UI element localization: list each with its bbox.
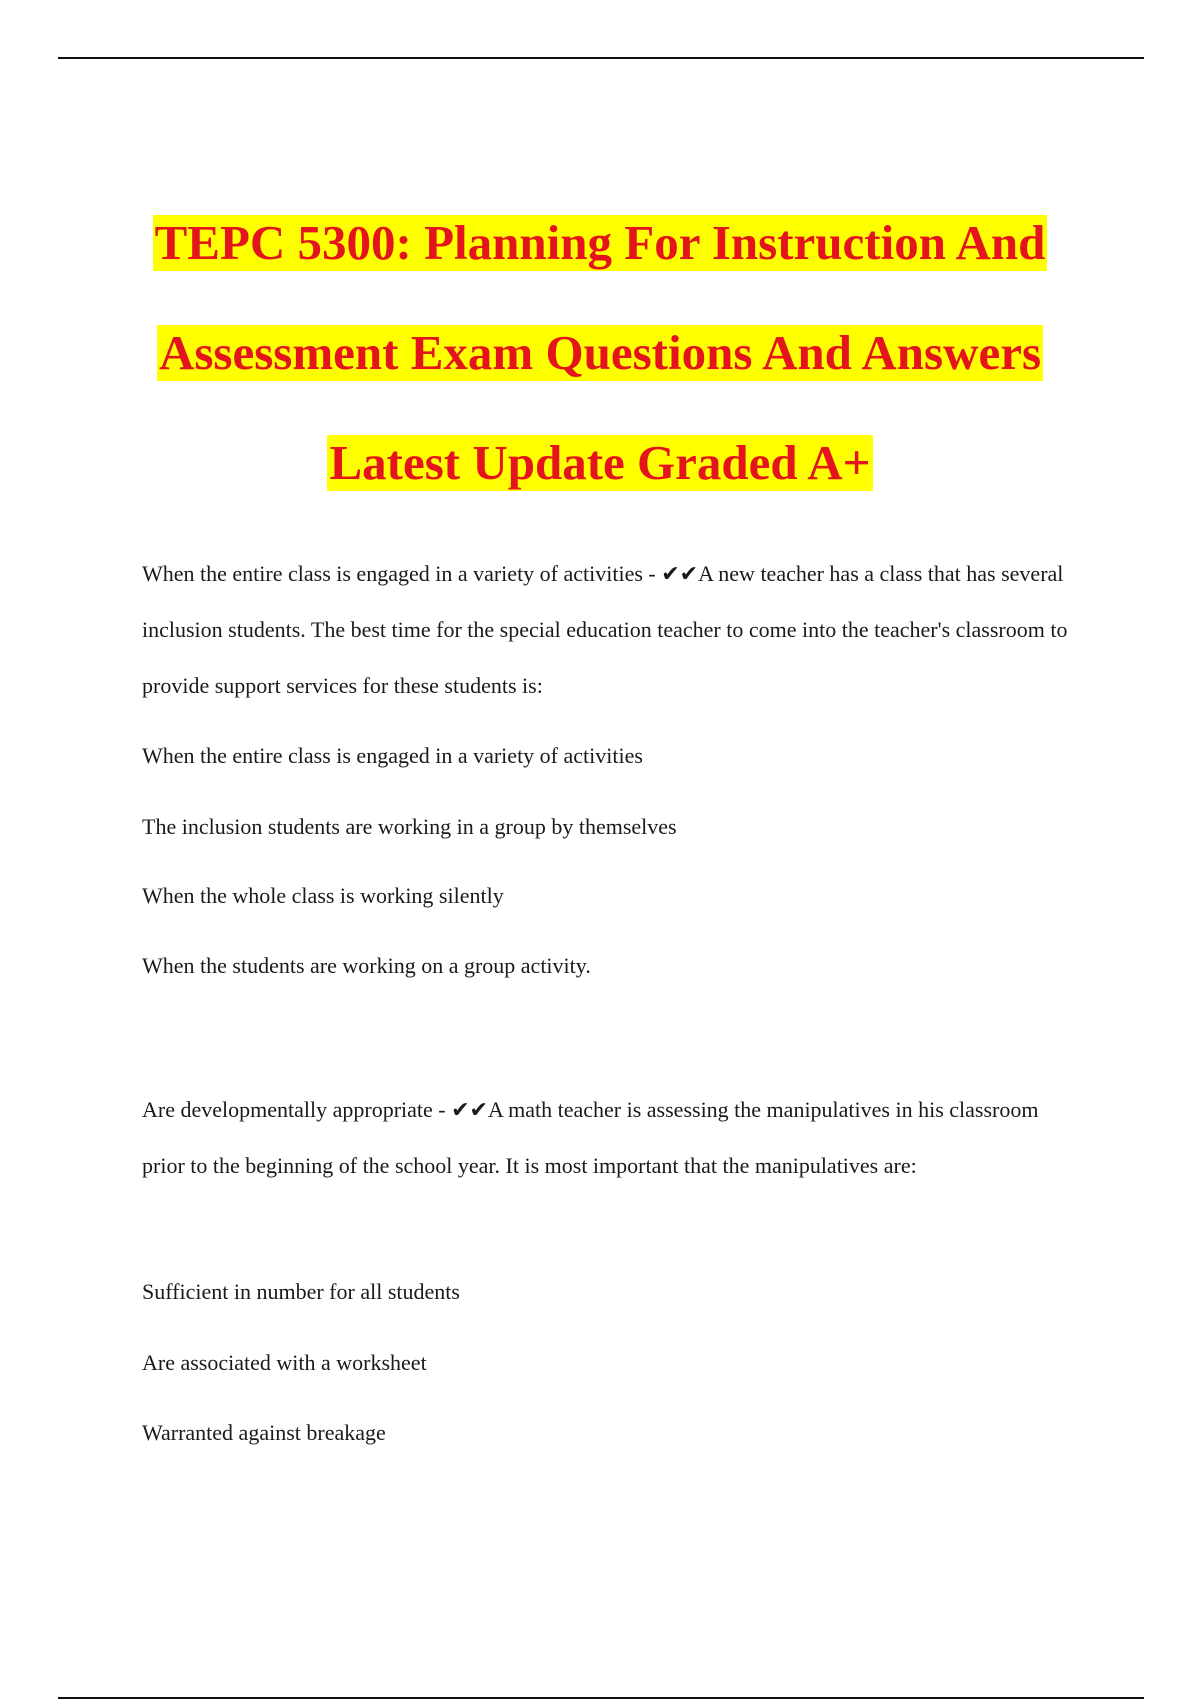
bottom-rule	[58, 1697, 1144, 1699]
question-2-option-1: Sufficient in number for all students	[142, 1279, 460, 1304]
question-2-option-3: Warranted against breakage	[142, 1420, 386, 1445]
top-rule	[58, 57, 1144, 59]
question-2-text: Are developmentally appropriate - ✔✔A math teacher is assessing the manipulatives in his classroom prior to the beginning of the school year. It is most important that the manipulatives are:	[142, 1097, 1039, 1178]
question-1-option-2: The inclusion students are working in a group by themselves	[142, 814, 677, 839]
question-1-option-1: When the entire class is engaged in a variety of activities	[142, 743, 643, 768]
title-line-1: TEPC 5300: Planning For Instruction And	[154, 215, 1046, 270]
question-1-text: When the entire class is engaged in a variety of activities - ✔✔A new teacher has a class that has several inclusion students. The best time for the special education teacher to come into the teacher's classroom to provide support services for these students is:	[142, 561, 1068, 698]
question-2-option-2: Are associated with a worksheet	[142, 1350, 427, 1375]
question-1-option-4: When the students are working on a group activity.	[142, 953, 591, 978]
document-title	[0, 200, 1200, 530]
title-line-2: Assessment Exam Questions And Answers	[158, 325, 1042, 380]
question-1-option-3: When the whole class is working silently	[142, 883, 504, 908]
title-line-3: Latest Update Graded A+	[329, 435, 871, 490]
